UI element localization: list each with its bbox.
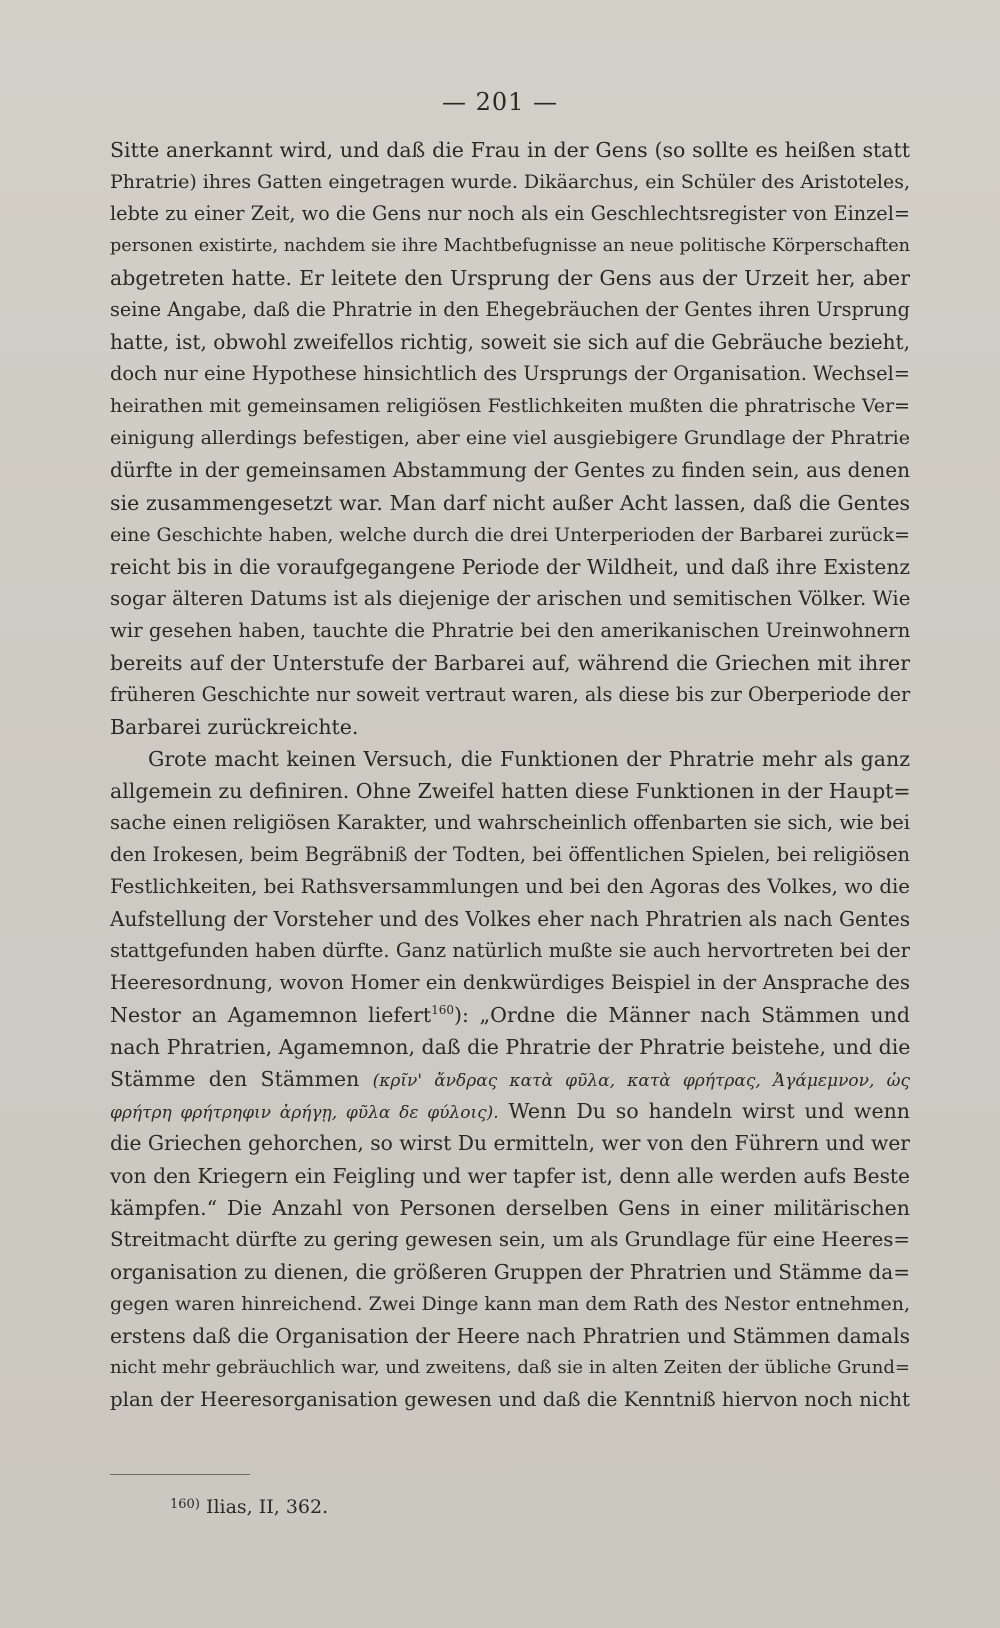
text-line: heirathen mit gemeinsamen religiösen Festlichkeiten mußten die phratrische Ver= [110, 395, 910, 418]
text-line: von den Kriegern ein Feigling und wer tapfer ist, denn alle werden aufs Beste [110, 1163, 910, 1188]
text-line: früheren Geschichte nur soweit vertraut waren, als diese bis zur Oberperiode der [110, 682, 911, 706]
body-text [110, 134, 910, 1416]
text-line: sogar älteren Datums ist als diejenige der arischen und semitischen Völker. Wie [110, 586, 911, 610]
text-line: den Irokesen, beim Begräbniß der Todten, bei öffentlichen Spielen, bei religiösen [110, 843, 910, 867]
footnote-divider [110, 1474, 250, 1475]
text-line-with-footnote-ref [110, 999, 910, 1031]
text-line: einigung allerdings befestigen, aber eine viel ausgiebigere Grundlage der Phratrie [110, 427, 910, 450]
text-line: nicht mehr gebräuchlich war, und zweitens, daß sie in alten Zeiten der übliche Grund= [110, 1356, 910, 1378]
text-line: abgetreten hatte. Er leitete den Ursprung der Gens aus der Urzeit her, aber [110, 266, 910, 291]
paragraph-end-line: Barbarei zurückreichte. [110, 714, 359, 739]
text-line: erstens daß die Organisation der Heere nach Phratrien und Stämmen damals [110, 1323, 910, 1348]
text-line: organisation zu dienen, die größeren Gruppen der Phratrien und Stämme da= [110, 1259, 910, 1284]
footnote-reference: 160 [431, 1003, 455, 1018]
text-line: gegen waren hinreichend. Zwei Dinge kann man dem Rath des Nestor entnehmen, [110, 1292, 910, 1315]
text-line: dürfte in der gemeinsamen Abstammung der Gentes zu finden sein, aus denen [110, 458, 910, 483]
text-line: Streitmacht dürfte zu gering gewesen sein, um als Grundlage für eine Heeres= [110, 1227, 910, 1251]
text-line: die Griechen gehorchen, so wirst Du ermitteln, wer von den Führern und wer [110, 1131, 910, 1156]
text-segment: Wenn Du so handeln wirst und wenn [508, 1099, 910, 1124]
text-line: lebte zu einer Zeit, wo die Gens nur noch als ein Geschlechtsregister von Einzel= [110, 202, 910, 226]
text-line: hatte, ist, obwohl zweifellos richtig, soweit sie sich auf die Gebräuche bezieht, [110, 330, 910, 355]
text-line: wir gesehen haben, tauchte die Phratrie bei den amerikanischen Ureinwohnern [110, 618, 911, 642]
text-line: kämpfen.“ Die Anzahl von Personen derselben Gens in einer militärischen [110, 1195, 910, 1220]
footnote-text: Ilias, II, 362. [205, 1496, 329, 1518]
text-line: Sitte anerkannt wird, und daß die Frau in der Gens (so sollte es heißen statt [110, 138, 910, 162]
text-line: Aufstellung der Vorsteher und des Volkes eher nach Phratrien als nach Gentes [110, 907, 911, 932]
greek-quote: (κρῖν' ἄνδρας κατὰ φῦλα, κατὰ φρήτρας, Ἀγάμεμνον, ὡς [372, 1071, 910, 1092]
text-segment: ): „Ordne die Männer nach Stämmen und [454, 1003, 910, 1028]
paragraph-start-line: Grote macht keinen Versuch, die Funktionen der Phratrie mehr als ganz [148, 746, 910, 771]
text-line: personen existirte, nachdem sie ihre Machtbefugnisse an neue politische Körperschaften [110, 236, 910, 257]
text-line-with-greek [110, 1095, 910, 1127]
text-line: Festlichkeiten, bei Rathsversammlungen und bei den Agoras des Volkes, wo die [110, 875, 910, 899]
text-line: sache einen religiösen Karakter, und wahrscheinlich offenbarten sie sich, wie bei [110, 810, 910, 834]
text-line: plan der Heeresorganisation gewesen und daß die Kenntniß hiervon noch nicht [110, 1387, 910, 1411]
text-line: doch nur eine Hypothese hinsichtlich des Ursprungs der Organisation. Wechsel= [110, 362, 910, 386]
text-line: nach Phratrien, Agamemnon, daß die Phratrie der Phratrie beistehe, und die [110, 1035, 911, 1060]
text-line: sie zusammengesetzt war. Man darf nicht außer Acht lassen, daß die Gentes [110, 490, 910, 515]
footnote-number: 160) [170, 1497, 200, 1512]
page-number: — 201 — [441, 88, 559, 116]
text-line: reicht bis in die voraufgegangene Periode der Wildheit, und daß ihre Existenz [110, 554, 910, 579]
text-line: eine Geschichte haben, welche durch die drei Unterperioden der Barbarei zurück= [110, 523, 910, 546]
text-segment: Stämme den Stämmen [110, 1067, 360, 1092]
text-line: Phratrie) ihres Gatten eingetragen wurde. Dikäarchus, ein Schüler des Aristoteles, [110, 171, 910, 194]
text-segment: Nestor an Agamemnon liefert [110, 1003, 432, 1028]
text-line: Heeresordnung, wovon Homer ein denkwürdiges Beispiel in der Ansprache des [110, 971, 910, 995]
text-line: stattgefunden haben dürfte. Ganz natürlich mußte sie auch hervortreten bei der [110, 939, 910, 963]
greek-quote: φρήτρη φρήτρηφιν ἀρήγῃ, φῦλα δε φύλοις). [110, 1103, 499, 1124]
text-line: bereits auf der Unterstufe der Barbarei auf, während die Griechen mit ihrer [110, 650, 910, 675]
text-line-with-greek [110, 1063, 910, 1095]
footnote [170, 1496, 328, 1518]
text-line: allgemein zu definiren. Ohne Zweifel hatten diese Funktionen in der Haupt= [110, 778, 911, 803]
text-line: seine Angabe, daß die Phratrie in den Ehegebräuchen der Gentes ihren Ursprung [110, 298, 910, 322]
